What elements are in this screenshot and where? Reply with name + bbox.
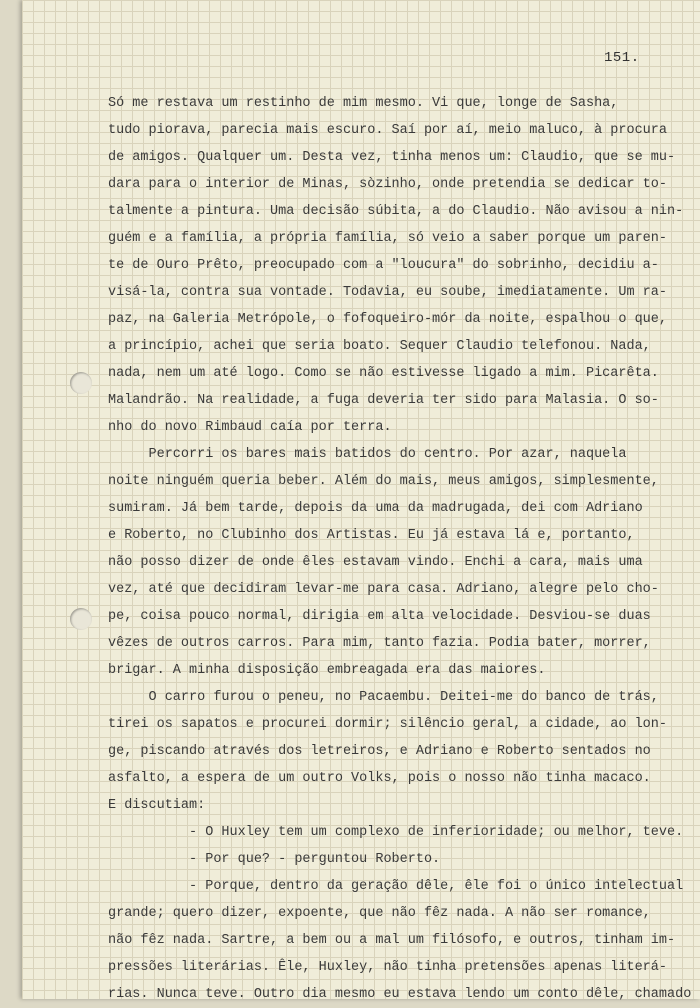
text-line: noite ninguém queria beber. Além do mais, meus amigos, simplesmente, bbox=[108, 474, 659, 489]
text-line: rias. Nunca teve. Outro dia mesmo eu estava lendo um conto dêle, chamado bbox=[108, 987, 692, 1002]
text-line: - Por que? - perguntou Roberto. bbox=[108, 852, 441, 867]
text-line: E discutiam: bbox=[108, 798, 206, 813]
text-line: - Porque, dentro da geração dêle, êle foi o único intelectual bbox=[108, 879, 684, 894]
text-line: nada, nem um até logo. Como se não estivesse ligado a mim. Picarêta. bbox=[108, 366, 659, 381]
text-line: brigar. A minha disposição embreagada era das maiores. bbox=[108, 663, 546, 678]
text-line: tirei os sapatos e procurei dormir; silêncio geral, a cidade, ao lon- bbox=[108, 717, 667, 732]
text-line: nho do novo Rimbaud caía por terra. bbox=[108, 420, 392, 435]
text-line: tudo piorava, parecia mais escuro. Saí por aí, meio maluco, à procura bbox=[108, 123, 667, 138]
text-line: não posso dizer de onde êles estavam vindo. Enchi a cara, mais uma bbox=[108, 555, 643, 570]
text-line: te de Ouro Prêto, preocupado com a "loucura" do sobrinho, decidiu a- bbox=[108, 258, 659, 273]
text-line: talmente a pintura. Uma decisão súbita, a do Claudio. Não avisou a nin- bbox=[108, 204, 684, 219]
text-line: - O Huxley tem um complexo de inferioridade; ou melhor, teve. bbox=[108, 825, 684, 840]
punch-hole-bottom bbox=[70, 608, 92, 630]
text-line: Só me restava um restinho de mim mesmo. Vi que, longe de Sasha, bbox=[108, 96, 619, 111]
text-line: sumiram. Já bem tarde, depois da uma da madrugada, dei com Adriano bbox=[108, 501, 643, 516]
typewritten-page bbox=[22, 0, 700, 1002]
text-line: a princípio, achei que seria boato. Sequer Claudio telefonou. Nada, bbox=[108, 339, 651, 354]
text-line: dara para o interior de Minas, sòzinho, onde pretendia se dedicar to- bbox=[108, 177, 667, 192]
text-line: ge, piscando através dos letreiros, e Adriano e Roberto sentados no bbox=[108, 744, 651, 759]
text-line: asfalto, a espera de um outro Volks, pois o nosso não tinha macaco. bbox=[108, 771, 651, 786]
page-number: 151. bbox=[604, 50, 640, 66]
text-line: pe, coisa pouco normal, dirigia em alta velocidade. Desviou-se duas bbox=[108, 609, 651, 624]
text-line: Malandrão. Na realidade, a fuga deveria ter sido para Malasia. O so- bbox=[108, 393, 659, 408]
text-line: de amigos. Qualquer um. Desta vez, tinha menos um: Claudio, que se mu- bbox=[108, 150, 676, 165]
text-line: O carro furou o peneu, no Pacaembu. Deitei-me do banco de trás, bbox=[108, 690, 659, 705]
text-line: visá-la, contra sua vontade. Todavia, eu soube, imediatamente. Um ra- bbox=[108, 285, 667, 300]
text-line: vêzes de outros carros. Para mim, tanto fazia. Podia bater, morrer, bbox=[108, 636, 651, 651]
body-text bbox=[108, 90, 698, 1008]
text-line: Percorri os bares mais batidos do centro. Por azar, naquela bbox=[108, 447, 627, 462]
text-line: grande; quero dizer, expoente, que não fêz nada. A não ser romance, bbox=[108, 906, 651, 921]
text-line: vez, até que decidiram levar-me para casa. Adriano, alegre pelo cho- bbox=[108, 582, 659, 597]
punch-hole-top bbox=[70, 372, 92, 394]
text-line: não fêz nada. Sartre, a bem ou a mal um filósofo, e outros, tinham im- bbox=[108, 933, 676, 948]
text-line: pressões literárias. Êle, Huxley, não tinha pretensões apenas literá- bbox=[108, 960, 667, 975]
text-line: guém e a família, a própria família, só veio a saber porque um paren- bbox=[108, 231, 667, 246]
text-line: e Roberto, no Clubinho dos Artistas. Eu já estava lá e, portanto, bbox=[108, 528, 635, 543]
text-line: paz, na Galeria Metrópole, o fofoqueiro-mór da noite, espalhou o que, bbox=[108, 312, 667, 327]
